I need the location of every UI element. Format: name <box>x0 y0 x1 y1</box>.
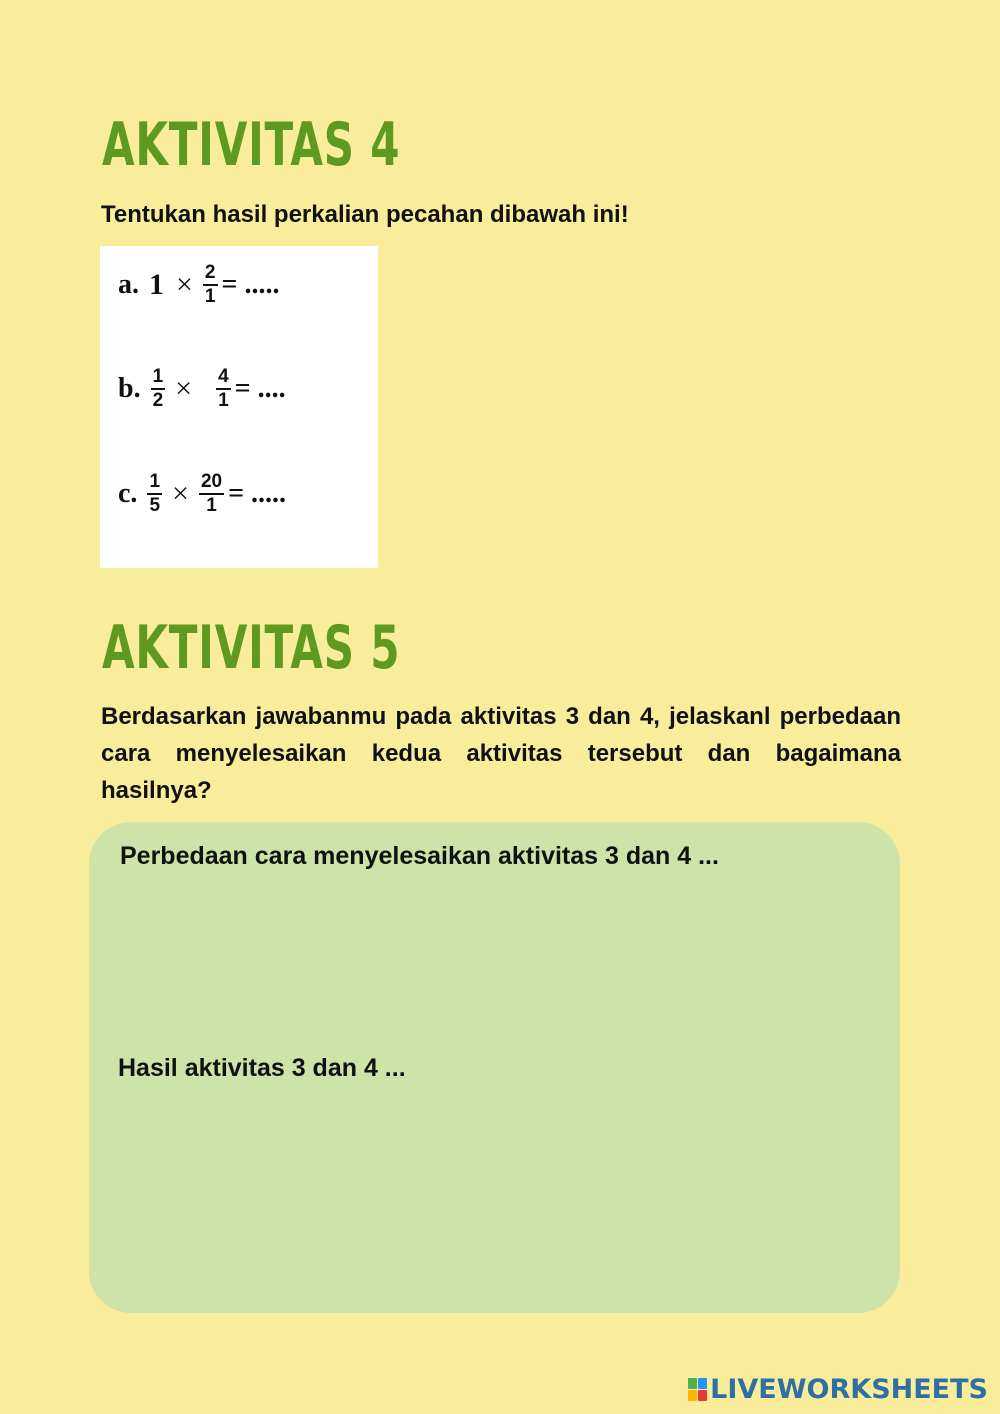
fraction <box>203 262 218 308</box>
fraction <box>216 366 231 412</box>
liveworksheets-brand[interactable] <box>688 1374 988 1405</box>
brand-name: LIVEWORKSHEETS <box>710 1374 988 1405</box>
problem-label: c. <box>118 478 138 509</box>
liveworksheets-logo-icon <box>688 1378 707 1401</box>
numerator: 20 <box>199 471 224 495</box>
denominator: 1 <box>204 286 216 307</box>
fraction <box>151 366 166 412</box>
equals-blank: = ..... <box>228 478 287 509</box>
result-prompt: Hasil aktivitas 3 dan 4 ... <box>118 1054 406 1082</box>
problem-label: b. <box>118 373 141 404</box>
problem-label: a. <box>118 269 139 300</box>
activity-4-title: AKTIVITAS 4 <box>102 110 401 180</box>
denominator: 1 <box>218 390 229 411</box>
numerator: 1 <box>147 471 162 495</box>
denominator: 1 <box>206 495 217 516</box>
numerator: 1 <box>151 366 166 390</box>
problem-c <box>118 471 286 517</box>
equals-blank: = ..... <box>221 269 280 300</box>
whole-number: 1 <box>149 268 164 301</box>
activity-5-title: AKTIVITAS 5 <box>102 613 401 683</box>
multiply-sign: × <box>175 372 193 405</box>
fraction <box>199 471 224 517</box>
multiply-sign: × <box>172 477 189 510</box>
multiply-sign: × <box>176 268 193 301</box>
activity-4-instruction: Tentukan hasil perkalian pecahan dibawah ini! <box>101 201 629 228</box>
denominator: 5 <box>149 495 161 516</box>
difference-prompt: Perbedaan cara menyelesaikan aktivitas 3 dan 4 ... <box>120 842 719 870</box>
activity-5-instruction: Berdasarkan jawabanmu pada aktivitas 3 dan 4, jelaskanl perbedaan cara menyelesaikan kedua aktivitas tersebut dan bagaimana hasilnya? <box>101 703 901 804</box>
denominator: 2 <box>152 390 164 411</box>
numerator: 2 <box>203 262 218 286</box>
problem-a <box>118 262 279 308</box>
problems-card <box>100 246 378 568</box>
problem-b <box>118 366 286 412</box>
answer-box[interactable] <box>89 822 900 1313</box>
fraction <box>147 471 162 517</box>
numerator: 4 <box>216 366 231 390</box>
equals-blank: = .... <box>234 373 286 404</box>
